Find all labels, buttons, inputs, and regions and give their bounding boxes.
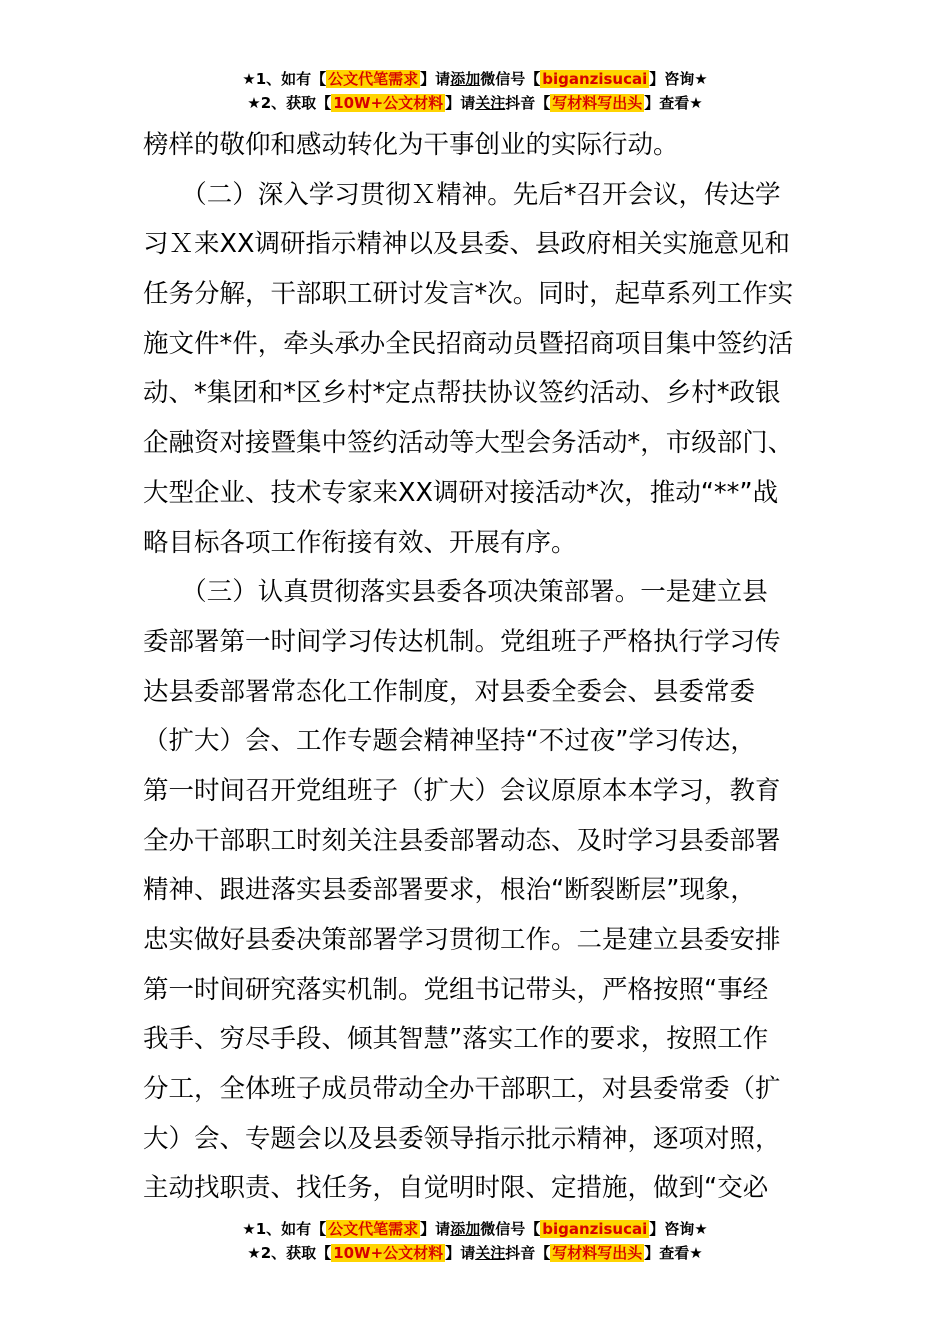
highlight-materials: 10W+公文材料 — [333, 1244, 444, 1262]
highlight-wechat-id: biganzisucai — [542, 70, 648, 88]
highlight-douyin-id: 写材料写出头 — [552, 1244, 643, 1262]
text-line: 大）会、专题会以及县委领导指示批示精神，逐项对照， — [143, 1123, 781, 1154]
highlight-douyin-id: 写材料写出头 — [552, 94, 643, 112]
text-line: 榜样的敬仰和感动转化为干事创业的实际行动。 — [143, 130, 679, 160]
text-line: （扩大）会、工作专题会精神坚持“不过夜”学习传达， — [143, 726, 756, 757]
text-line: 全办干部职工时刻关注县委部署动态、及时学习县委部署 — [143, 825, 781, 856]
footer-banner — [0, 1217, 950, 1265]
text-line: 第一时间召开党组班子（扩大）会议原原本本学习，教育 — [143, 775, 781, 806]
highlight-service: 公文代笔需求 — [328, 70, 419, 88]
banner-line-2: ★2、获取【 10W+公文材料 】请关注抖音【 写材料写出头 】查看★ — [247, 94, 703, 112]
text-line: 企融资对接暨集中签约活动等大型会务活动*，市级部门、 — [143, 428, 794, 459]
text-line: 忠实做好县委决策部署学习贯彻工作。二是建立县委安排 — [143, 925, 781, 955]
highlight-materials: 10W+公文材料 — [333, 94, 444, 112]
text-line: 我手、穷尽手段、倾其智慧”落实工作的要求，按照工作 — [143, 1024, 769, 1055]
text-line: （三）认真贯彻落实县委各项决策部署。一是建立县 — [143, 577, 768, 608]
header-banner — [0, 67, 950, 115]
text-line: 委部署第一时间学习传达机制。党组班子严格执行学习传 — [143, 626, 781, 657]
document-body — [143, 121, 807, 1214]
text-line: 任务分解，干部职工研讨发言*次。同时，起草系列工作实 — [143, 279, 794, 310]
text-line: 动、*集团和*区乡村*定点帮扶协议签约活动、乡村*政银 — [143, 378, 781, 409]
text-line: 精神、跟进落实县委部署要求，根治“断裂断层”现象， — [143, 875, 756, 906]
text-line: 习Ｘ来XX调研指示精神以及县委、县政府相关实施意见和 — [143, 229, 790, 260]
highlight-wechat-id: biganzisucai — [542, 1220, 648, 1238]
text-line: 大型企业、技术专家来XX调研对接活动*次，推动“**”战 — [143, 477, 779, 508]
text-line: 第一时间研究落实机制。党组书记带头，严格按照“事经 — [143, 974, 769, 1005]
text-line: 主动找职责、找任务，自觉明时限、定措施，做到“交必 — [143, 1173, 769, 1204]
text-line: 达县委部署常态化工作制度，对县委全委会、县委常委 — [143, 676, 756, 707]
highlight-service: 公文代笔需求 — [328, 1220, 419, 1238]
banner-line-1: ★1、如有【 公文代笔需求 】请添加微信号【 biganzisucai 】咨询★ — [242, 1220, 708, 1238]
text-line: 略目标各项工作衔接有效、开展有序。 — [143, 527, 577, 558]
text-line: 施文件*件，牵头承办全民招商动员暨招商项目集中签约活 — [143, 328, 794, 359]
banner-line-1: ★1、如有【 公文代笔需求 】请添加微信号【 biganzisucai 】咨询★ — [242, 70, 708, 88]
text-line: （二）深入学习贯彻Ｘ精神。先后*召开会议，传达学 — [143, 179, 781, 210]
banner-line-2: ★2、获取【 10W+公文材料 】请关注抖音【 写材料写出头 】查看★ — [247, 1244, 703, 1262]
text-line: 分工，全体班子成员带动全办干部职工，对县委常委（扩 — [143, 1074, 781, 1105]
